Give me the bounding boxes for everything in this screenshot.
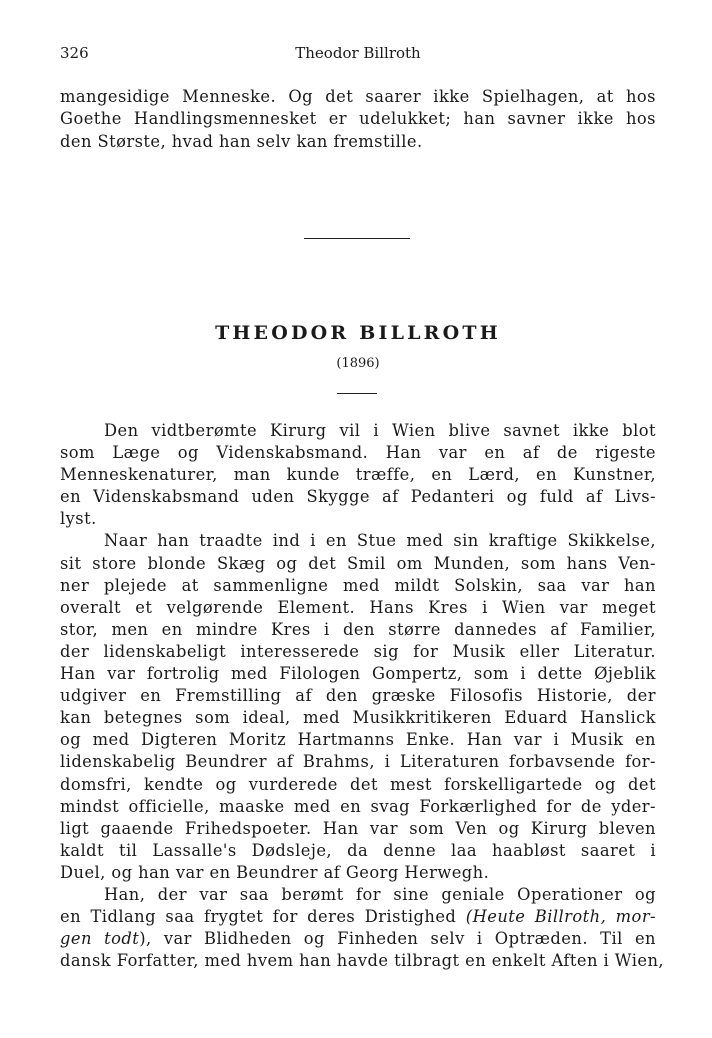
- running-title: Theodor Billroth: [295, 44, 421, 62]
- text-segment: en Tidlang saa frygtet for deres Dristighed: [60, 907, 466, 927]
- text-line: stor, men en mindre Kres i den større dannedes af Familier,: [60, 619, 656, 639]
- title-divider: [337, 393, 377, 394]
- text-segment: ), var Blidheden og Finheden selv i Optræden. Til en: [139, 929, 656, 949]
- book-page: [60, 0, 665, 1038]
- text-line: domsfri, kendte og vurderede det mest forskelligartede og det: [60, 774, 656, 794]
- italic-segment: (Heute Billroth, mor-: [465, 907, 656, 927]
- text-line: Goethe Handlingsmennesket er udelukket; han savner ikke hos: [60, 109, 656, 129]
- text-line: som Læge og Videnskabsmand. Han var en af de rigeste: [60, 443, 656, 463]
- text-line: en Videnskabsmand uden Skygge af Pedanteri og fuld af Livs-: [60, 487, 656, 507]
- text-line: lidenskabelig Beundrer af Brahms, i Literaturen forbavsende for-: [60, 752, 656, 772]
- article-title: THEODOR BILLROTH: [215, 322, 501, 344]
- text-line: mindst officielle, maaske med en svag Forkærlighed for de yder-: [60, 796, 656, 816]
- text-line: kan betegnes som ideal, med Musikkritikeren Eduard Hanslick: [60, 708, 656, 728]
- text-line: lyst.: [60, 509, 97, 529]
- text-line: Han, der var saa berømt for sine geniale Operationer og: [104, 884, 656, 904]
- text-line-mixed: [60, 906, 656, 928]
- text-line: den Største, hvad han selv kan fremstille.: [60, 131, 423, 151]
- text-line: udgiver en Fremstilling af den græske Filosofis Historie, der: [60, 686, 656, 706]
- text-line: ligt gaaende Frihedspoeter. Han var som Ven og Kirurg bleven: [60, 818, 656, 838]
- text-line: Menneskenaturer, man kunde træffe, en Lærd, en Kunstner,: [60, 465, 656, 485]
- text-line: ner plejede at sammenligne med mildt Solskin, saa var han: [60, 575, 656, 595]
- text-line: overalt et velgørende Element. Hans Kres i Wien var meget: [60, 597, 656, 617]
- page-number: 326: [60, 44, 89, 62]
- text-line: mangesidige Menneske. Og det saarer ikke Spielhagen, at hos: [60, 87, 656, 106]
- article-body: [60, 420, 665, 972]
- text-line: Duel, og han var en Beundrer af Georg Herwegh.: [60, 862, 490, 882]
- section-divider: [304, 238, 410, 239]
- text-line: Han var fortrolig med Filologen Gompertz, som i dette Øjeblik: [60, 664, 656, 684]
- text-line: kaldt til Lassalle's Dødsleje, da denne laa haabløst saaret i: [60, 840, 656, 860]
- text-line: dansk Forfatter, med hvem han havde tilbragt en enkelt Aften i Wien,: [60, 951, 665, 971]
- text-line: der lidenskabeligt interesserede sig for Musik eller Literatur.: [60, 641, 656, 661]
- text-line: sit store blonde Skæg og det Smil om Munden, som hans Ven-: [60, 553, 656, 573]
- text-line: Naar han traadte ind i en Stue med sin kraftige Skikkelse,: [104, 531, 656, 551]
- text-line: Den vidtberømte Kirurg vil i Wien blive savnet ikke blot: [104, 421, 656, 440]
- running-head: [60, 44, 656, 64]
- previous-article-ending: [60, 86, 656, 153]
- text-line: og med Digteren Moritz Hartmanns Enke. Han var i Musik en: [60, 730, 656, 750]
- italic-segment: gen todt: [60, 929, 140, 949]
- text-line-mixed: [60, 928, 656, 950]
- article-year: (1896): [336, 356, 380, 371]
